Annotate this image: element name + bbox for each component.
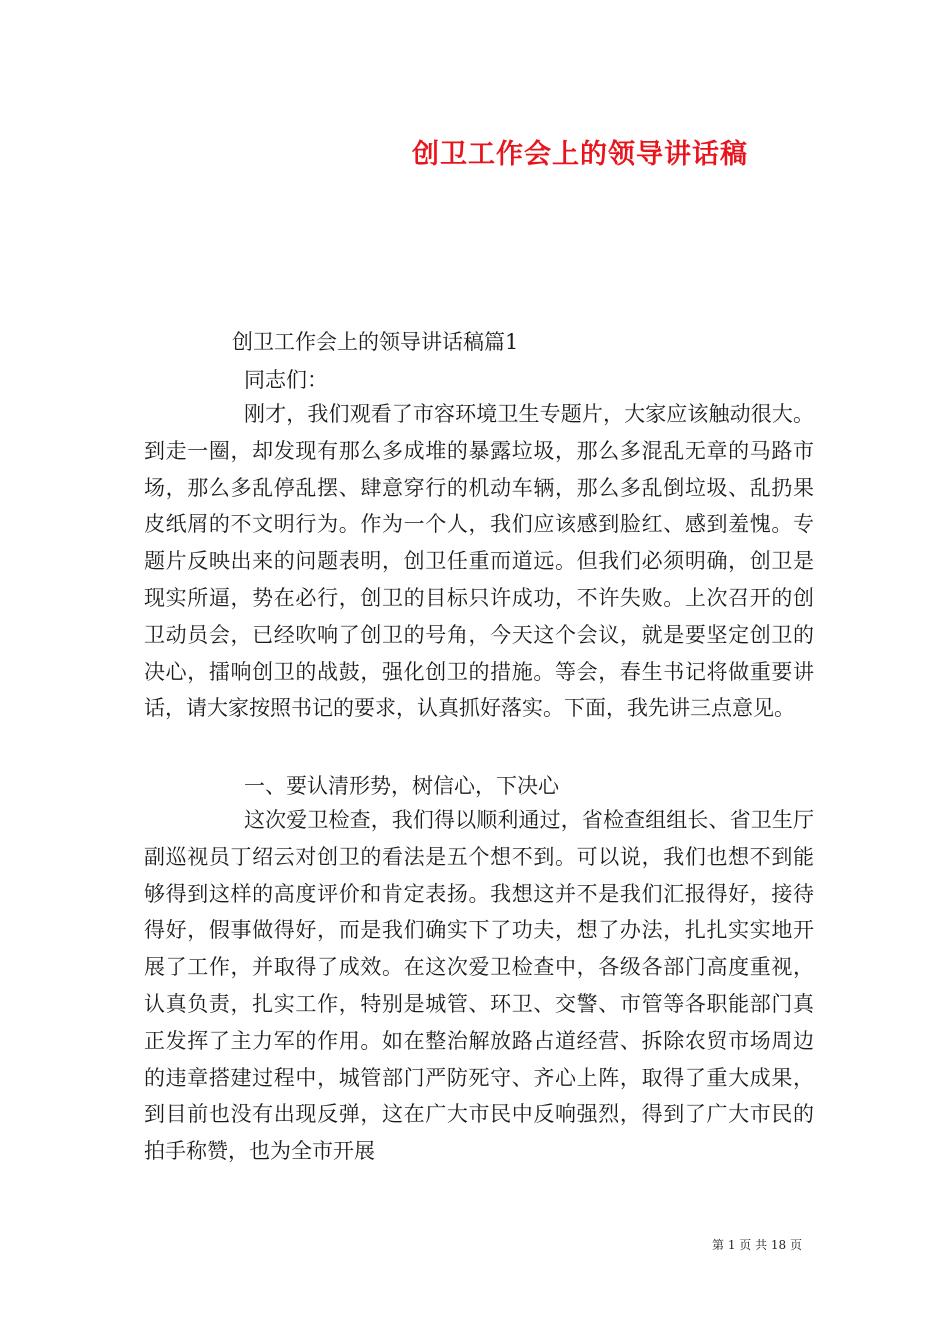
document-subtitle: 创卫工作会上的领导讲话稿篇1 xyxy=(232,330,519,354)
document-title: 创卫工作会上的领导讲话稿 xyxy=(412,139,748,170)
body-paragraph-1: 刚才，我们观看了市容环境卫生专题片，大家应该触动很大。到走一圈，却发现有那么多成堆的暴露垃圾，那么多混乱无章的马路市场，那么多乱停乱摆、肆意穿行的机动车辆，那么多乱倒垃圾、乱扔果皮纸屑的不文明行为。作为一个人，我们应该感到脸红、感到羞愧。专题片反映出来的问题表明，创卫任重而道远。但我们必须明确，创卫是现实所逼，势在必行，创卫的目标只许成功，不许失败。上次召开的创卫动员会，已经吹响了创卫的号角，今天这个会议，就是要坚定创卫的决心，擂响创卫的战鼓，强化创卫的措施。等会，春生书记将做重要讲话，请大家按照书记的要求，认真抓好落实。下面，我先讲三点意见。 xyxy=(144,402,814,721)
salutation: 同志们： xyxy=(244,368,328,392)
page-footer: 第 1 页 共 18 页 xyxy=(712,1238,802,1252)
section-heading-1: 一、要认清形势，树信心，下决心 xyxy=(244,774,559,798)
body-paragraph-2: 这次爱卫检查，我们得以顺利通过，省检查组组长、省卫生厅副巡视员丁绍云对创卫的看法是五个想不到。可以说，我们也想不到能够得到这样的高度评价和肯定表扬。我想这并不是我们汇报得好，接待得好，假事做得好，而是我们确实下了功夫，想了办法，扎扎实实地开展了工作，并取得了成效。在这次爱卫检查中，各级各部门高度重视，认真负责，扎实工作，特别是城管、环卫、交警、市管等各职能部门真正发挥了主力军的作用。如在整治解放路占道经营、拆除农贸市场周边的违章搭建过程中，城管部门严防死守、齐心上阵，取得了重大成果，到目前也没有出现反弹，这在广大市民中反响强烈，得到了广大市民的拍手称赞，也为全市开展 xyxy=(144,808,814,1164)
